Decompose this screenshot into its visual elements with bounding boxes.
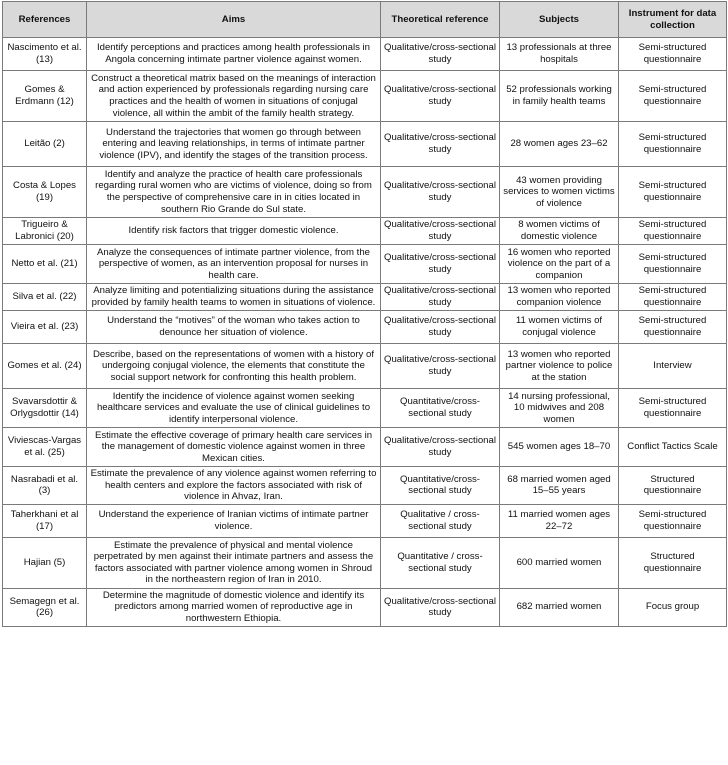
- cell-subjects: 682 married women: [500, 588, 619, 626]
- cell-theoretical-reference: Qualitative / cross-sectional study: [381, 504, 500, 537]
- cell-reference: Gomes et al. (24): [3, 344, 87, 389]
- cell-aim: Understand the “motives” of the woman who takes action to denounce her situation of violence.: [87, 311, 381, 344]
- cell-instrument: Semi-structured questionnaire: [619, 218, 727, 245]
- table-body: [3, 38, 727, 627]
- cell-aim: Estimate the effective coverage of primary health care services in the management of domestic violence against women in three Mexican cities.: [87, 428, 381, 467]
- cell-theoretical-reference: Qualitative/cross-sectional study: [381, 428, 500, 467]
- header-theoretical-reference: Theoretical reference: [381, 2, 500, 38]
- cell-theoretical-reference: Quantitative / cross-sectional study: [381, 537, 500, 588]
- cell-subjects: 600 married women: [500, 537, 619, 588]
- header-references: References: [3, 2, 87, 38]
- cell-reference: Nasrabadi et al. (3): [3, 467, 87, 505]
- header-row: [3, 2, 727, 38]
- cell-instrument: Structured questionnaire: [619, 467, 727, 505]
- cell-instrument: Structured questionnaire: [619, 537, 727, 588]
- cell-reference: Trigueiro & Labronici (20): [3, 218, 87, 245]
- table-row: [3, 245, 727, 284]
- cell-aim: Estimate the prevalence of any violence against women referring to health centers and explore the factors associated with risk of violence in Ahvaz, Iran.: [87, 467, 381, 505]
- cell-subjects: 545 women ages 18–70: [500, 428, 619, 467]
- cell-aim: Identify and analyze the practice of health care professionals regarding rural women who are victims of violence, doing so from the perspective of comprehensive care in in cities located in southern Rio Grande do Sul state.: [87, 167, 381, 218]
- cell-subjects: 43 women providing services to women victims of violence: [500, 167, 619, 218]
- table-row: [3, 428, 727, 467]
- cell-theoretical-reference: Qualitative/cross-sectional study: [381, 245, 500, 284]
- cell-instrument: Semi-structured questionnaire: [619, 38, 727, 71]
- cell-reference: Vieira et al. (23): [3, 311, 87, 344]
- cell-theoretical-reference: Qualitative/cross-sectional study: [381, 167, 500, 218]
- cell-subjects: 14 nursing professional, 10 midwives and 208 women: [500, 389, 619, 428]
- cell-subjects: 52 professionals working in family health teams: [500, 71, 619, 122]
- cell-reference: Nascimento et al. (13): [3, 38, 87, 71]
- table-row: [3, 588, 727, 626]
- header-instrument: Instrument for data collection: [619, 2, 727, 38]
- cell-theoretical-reference: Qualitative/cross-sectional study: [381, 588, 500, 626]
- cell-theoretical-reference: Qualitative/cross-sectional study: [381, 284, 500, 311]
- cell-reference: Silva et al. (22): [3, 284, 87, 311]
- cell-instrument: Conflict Tactics Scale: [619, 428, 727, 467]
- cell-aim: Identify risk factors that trigger domestic violence.: [87, 218, 381, 245]
- table-row: [3, 122, 727, 167]
- cell-aim: Identify perceptions and practices among health professionals in Angola concerning intimate partner violence against women.: [87, 38, 381, 71]
- table-row: [3, 218, 727, 245]
- cell-subjects: 68 married women aged 15–55 years: [500, 467, 619, 505]
- cell-reference: Hajian (5): [3, 537, 87, 588]
- cell-reference: Svavarsdottir & Orlygsdottir (14): [3, 389, 87, 428]
- cell-subjects: 11 married women ages 22–72: [500, 504, 619, 537]
- header-aims: Aims: [87, 2, 381, 38]
- table-row: [3, 537, 727, 588]
- cell-aim: Estimate the prevalence of physical and mental violence perpetrated by men against their intimate partners and assess the factors associated with partner violence among women in Shroud in the northeastern region of Iran in 2010.: [87, 537, 381, 588]
- cell-instrument: Semi-structured questionnaire: [619, 71, 727, 122]
- cell-aim: Determine the magnitude of domestic violence and identify its predictors among married women of reproductive age in northwestern Ethiopia.: [87, 588, 381, 626]
- cell-theoretical-reference: Qualitative/cross-sectional study: [381, 71, 500, 122]
- cell-subjects: 16 women who reported violence on the part of a companion: [500, 245, 619, 284]
- table-row: [3, 71, 727, 122]
- cell-aim: Understand the trajectories that women go through between entering and leaving relationships, in terms of intimate partner violence (IPV), and identify the stages of the transition process.: [87, 122, 381, 167]
- cell-aim: Analyze the consequences of intimate partner violence, from the perspective of women, as an intervention proposal for nurses in health care.: [87, 245, 381, 284]
- cell-reference: Leitão (2): [3, 122, 87, 167]
- table-row: [3, 38, 727, 71]
- cell-instrument: Semi-structured questionnaire: [619, 389, 727, 428]
- cell-theoretical-reference: Qualitative/cross-sectional study: [381, 311, 500, 344]
- header-subjects: Subjects: [500, 2, 619, 38]
- table-row: [3, 389, 727, 428]
- cell-subjects: 13 women who reported companion violence: [500, 284, 619, 311]
- cell-instrument: Interview: [619, 344, 727, 389]
- table-row: [3, 167, 727, 218]
- table-row: [3, 467, 727, 505]
- cell-instrument: Semi-structured questionnaire: [619, 122, 727, 167]
- cell-reference: Semagegn et al. (26): [3, 588, 87, 626]
- cell-aim: Describe, based on the representations of women with a history of undergoing conjugal violence, the elements that constitute the social support network for confronting this health problem.: [87, 344, 381, 389]
- cell-instrument: Semi-structured questionnaire: [619, 245, 727, 284]
- cell-aim: Analyze limiting and potentializing situations during the assistance provided by family health teams to women in situations of violence.: [87, 284, 381, 311]
- cell-reference: Netto et al. (21): [3, 245, 87, 284]
- cell-theoretical-reference: Qualitative/cross-sectional study: [381, 122, 500, 167]
- cell-reference: Taherkhani et al (17): [3, 504, 87, 537]
- table-row: [3, 344, 727, 389]
- cell-reference: Gomes & Erdmann (12): [3, 71, 87, 122]
- cell-aim: Understand the experience of Iranian victims of intimate partner violence.: [87, 504, 381, 537]
- cell-subjects: 28 women ages 23–62: [500, 122, 619, 167]
- table-row: [3, 284, 727, 311]
- cell-theoretical-reference: Quantitative/cross-sectional study: [381, 389, 500, 428]
- cell-subjects: 13 women who reported partner violence to police at the station: [500, 344, 619, 389]
- table-row: [3, 311, 727, 344]
- cell-instrument: Semi-structured questionnaire: [619, 504, 727, 537]
- cell-theoretical-reference: Qualitative/cross-sectional study: [381, 218, 500, 245]
- cell-reference: Costa & Lopes (19): [3, 167, 87, 218]
- cell-subjects: 8 women victims of domestic violence: [500, 218, 619, 245]
- cell-theoretical-reference: Quantitative/cross-sectional study: [381, 467, 500, 505]
- cell-instrument: Semi-structured questionnaire: [619, 311, 727, 344]
- cell-instrument: Semi-structured questionnaire: [619, 284, 727, 311]
- cell-subjects: 13 professionals at three hospitals: [500, 38, 619, 71]
- cell-subjects: 11 women victims of conjugal violence: [500, 311, 619, 344]
- review-table: [2, 1, 727, 627]
- cell-aim: Construct a theoretical matrix based on the meanings of interaction and action experienced by professionals regarding nursing care practices and the health of women in situations of conjugal violence, all within the ambit of the family health strategy.: [87, 71, 381, 122]
- cell-theoretical-reference: Qualitative/cross-sectional study: [381, 38, 500, 71]
- cell-aim: Identify the incidence of violence against women seeking healthcare services and evaluate the use of clinical guidelines to identify interpersonal violence.: [87, 389, 381, 428]
- cell-reference: Viviescas-Vargas et al. (25): [3, 428, 87, 467]
- cell-instrument: Semi-structured questionnaire: [619, 167, 727, 218]
- table-row: [3, 504, 727, 537]
- cell-theoretical-reference: Qualitative/cross-sectional study: [381, 344, 500, 389]
- cell-instrument: Focus group: [619, 588, 727, 626]
